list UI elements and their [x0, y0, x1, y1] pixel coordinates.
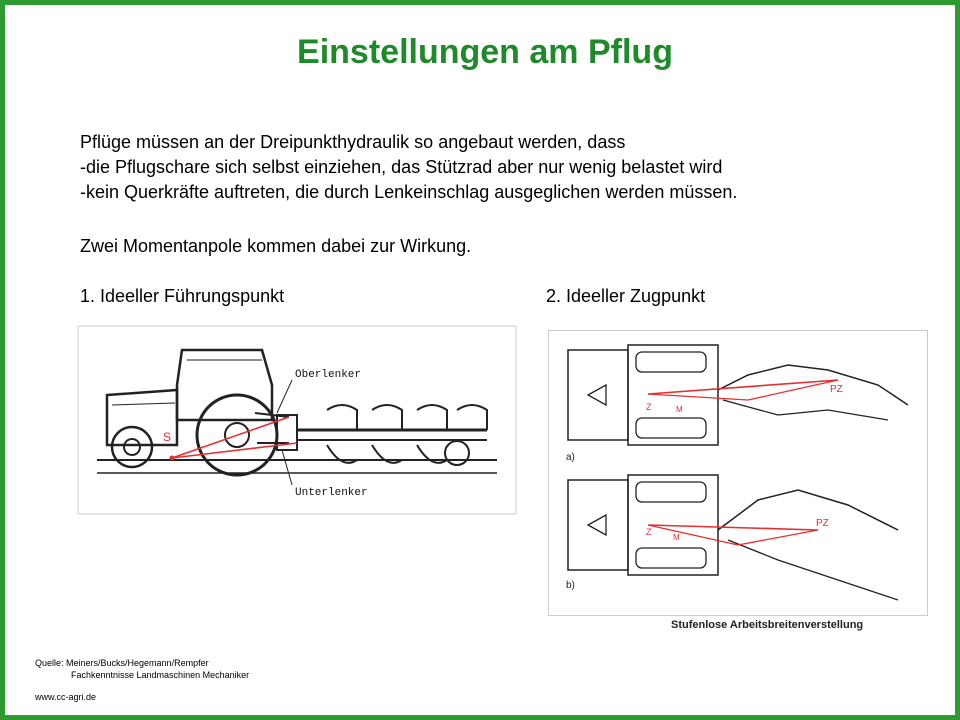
pz-label: PZ	[816, 518, 829, 529]
plough-top-view-drawing	[548, 330, 928, 635]
unterlenker-label: Unterlenker	[295, 487, 368, 499]
m-label: M	[676, 405, 683, 414]
figure-fuehrungspunkt	[77, 325, 517, 515]
m-label: M	[673, 533, 680, 542]
tractor-plough-drawing	[77, 325, 517, 515]
point-2-heading: 2. Ideeller Zugpunkt	[546, 286, 706, 306]
oberlenker-label: Oberlenker	[295, 369, 362, 381]
source-line: Quelle: Meiners/Bucks/Hegemann/Rempfer	[35, 658, 209, 668]
panel-b-label: b)	[566, 580, 575, 591]
source-line: Fachkenntnisse Landmaschinen Mechaniker	[71, 670, 250, 680]
figure-zugpunkt	[548, 330, 928, 635]
intro-line: Pflüge müssen an der Dreipunkthydraulik so angebaut werden, dass	[80, 132, 626, 152]
page-title: Einstellungen am Pflug	[297, 33, 673, 71]
intro-text	[80, 130, 737, 205]
intro-line: -die Pflugschare sich selbst einziehen, das Stützrad aber nur wenig belastet wird	[80, 157, 723, 177]
s-label: S	[163, 430, 172, 444]
source-note	[35, 657, 249, 681]
point-1-heading: 1. Ideeller Führungspunkt	[80, 286, 285, 306]
momentanpole-text: Zwei Momentanpole kommen dabei zur Wirkung.	[80, 236, 472, 256]
pz-label: PZ	[830, 384, 843, 395]
intro-line: -kein Querkräfte auftreten, die durch Lenkeinschlag ausgeglichen werden müssen.	[80, 182, 738, 202]
z-label: Z	[646, 402, 652, 412]
website-link[interactable]: www.cc-agri.de	[35, 692, 97, 702]
panel-a-label: a)	[566, 452, 575, 463]
z-label: Z	[646, 527, 652, 537]
figure-caption: Stufenlose Arbeitsbreitenverstellung	[671, 619, 864, 631]
